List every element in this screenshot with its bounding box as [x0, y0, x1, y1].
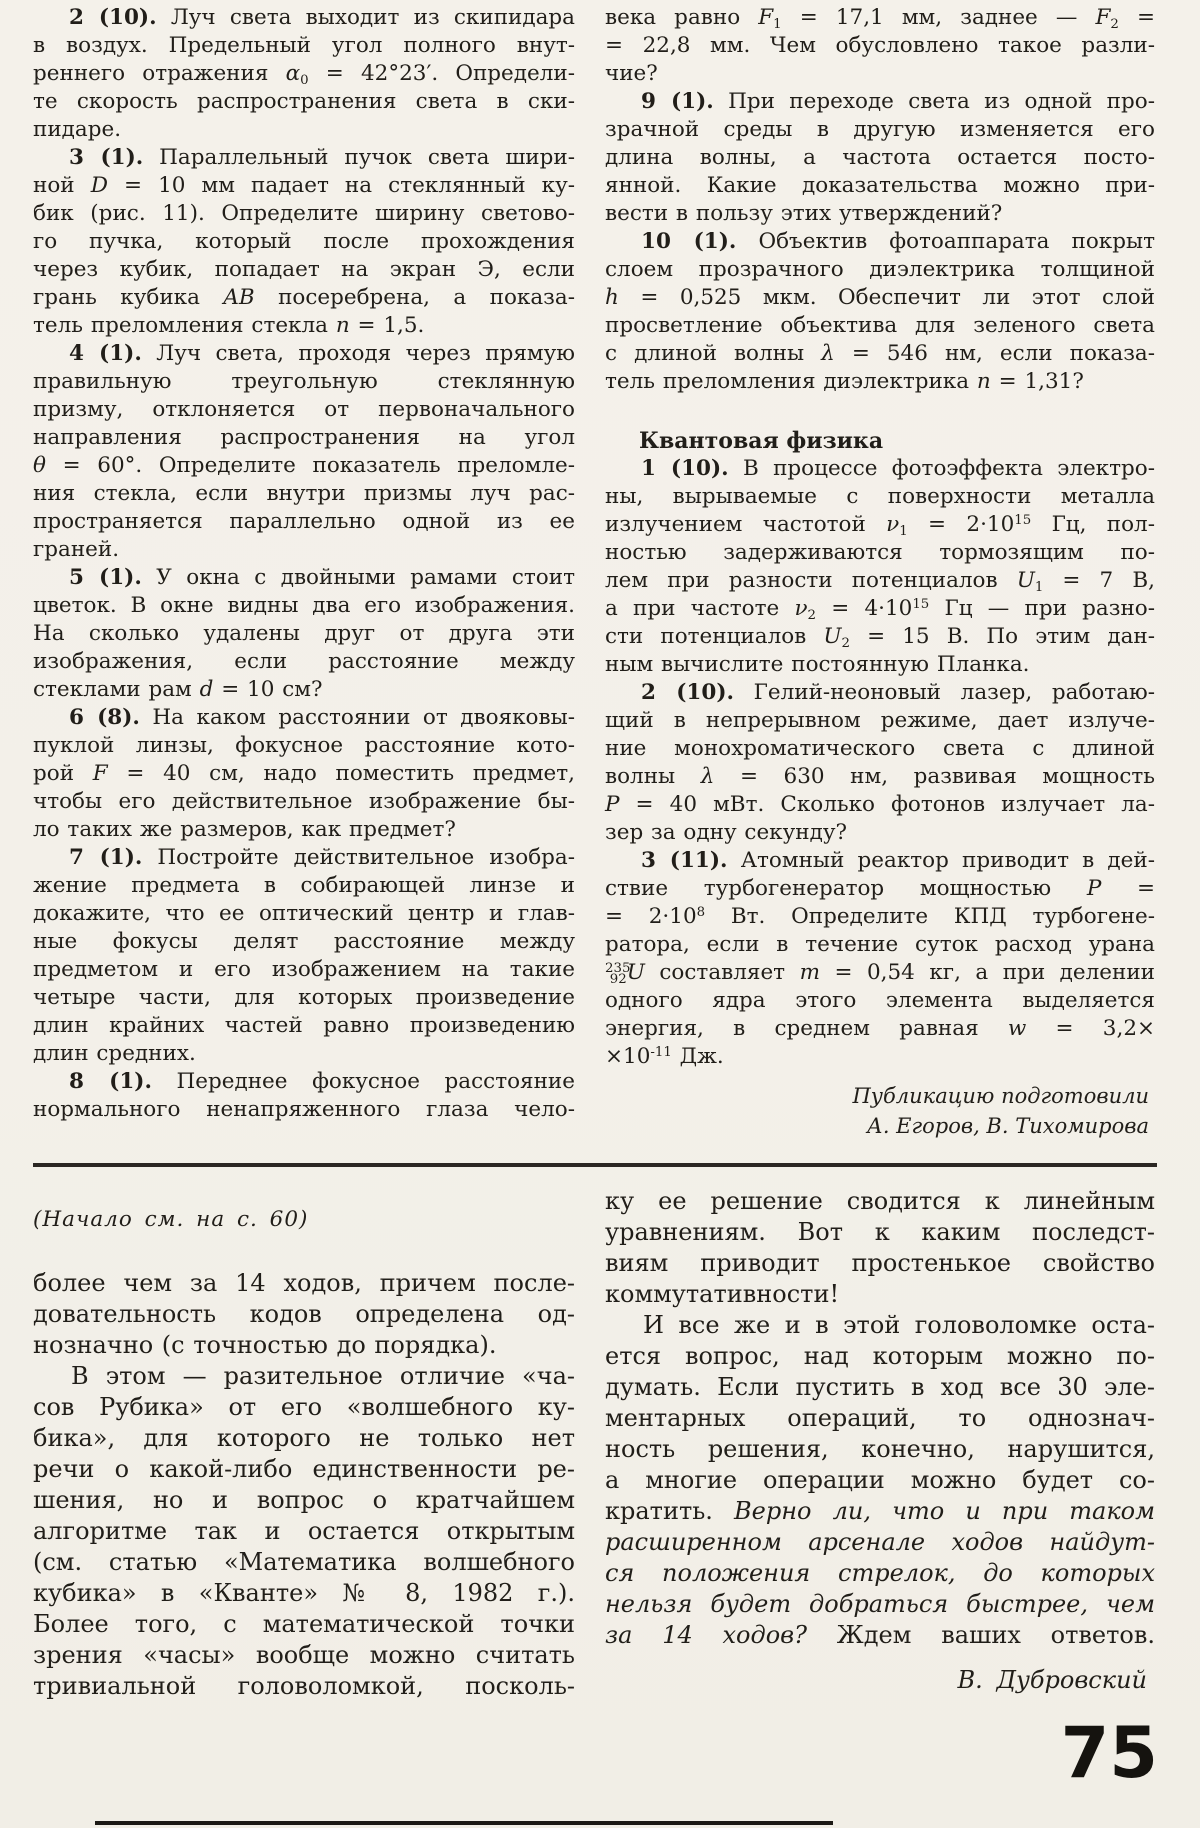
text-line — [605, 707, 1155, 735]
text-segment: стеклами рам d = 10 см? — [33, 677, 323, 702]
text-segment: кратить. — [605, 1497, 735, 1525]
text-line — [33, 536, 575, 564]
text-line — [605, 735, 1155, 763]
text-segment: зер за одну секунду? — [605, 820, 848, 845]
text-segment: через кубик, попадает на экран Э, если — [33, 257, 575, 282]
text-segment: В процессе фотоэффекта электро- — [728, 456, 1155, 481]
text-segment: алгоритме так и остается открытым — [33, 1517, 575, 1545]
text-line — [605, 228, 1155, 256]
text-line — [33, 144, 575, 172]
text-line — [605, 987, 1155, 1015]
text-segment: ментарных операций, то однознач- — [605, 1404, 1155, 1432]
text-segment: На сколько удалены друг от друга эти — [33, 621, 575, 646]
text-line — [33, 704, 575, 732]
text-segment: граней. — [33, 537, 120, 562]
text-segment: Объектив фотоаппарата покрыт — [736, 229, 1155, 254]
text-segment: вести в пользу этих утверждений? — [605, 201, 1003, 226]
text-segment: те скорость распространения света в ски- — [33, 89, 575, 114]
text-segment: = $2\cdot 10^8$ Вт. Определите КПД турбогене- — [605, 904, 1155, 929]
problem-number: 1 (10). — [641, 456, 729, 481]
text-line — [33, 32, 575, 60]
text-segment: сов Рубика» от его «волшебного ку- — [33, 1393, 575, 1421]
text-segment: θ = 60°. Определите показатель преломле- — [33, 453, 575, 478]
text-segment: тривиальной головоломкой, посколь- — [33, 1672, 575, 1700]
text-line — [33, 816, 575, 844]
text-line — [33, 648, 575, 676]
text-segment: четыре части, для которых произведение — [33, 985, 575, 1010]
text-line — [33, 424, 575, 452]
text-line — [33, 1516, 575, 1547]
text-line — [33, 1040, 575, 1068]
text-line — [605, 1465, 1155, 1496]
text-line — [33, 788, 575, 816]
text-line — [605, 32, 1155, 60]
credits-line: Публикацию подготовили — [852, 1084, 1149, 1108]
text-line — [33, 732, 575, 760]
text-segment: призму, отклоняется от первоначального — [33, 397, 575, 422]
text-segment: уравнениям. Вот к каким последст- — [605, 1218, 1155, 1246]
text-line — [33, 900, 575, 928]
text-segment: ностью задерживаются тормозящим по- — [605, 540, 1155, 565]
text-line — [33, 956, 575, 984]
text-line — [605, 1589, 1155, 1620]
text-line — [605, 144, 1155, 172]
text-segment: ратора, если в течение суток расход урана — [605, 932, 1155, 957]
text-segment: В этом — разительное отличие «ча- — [71, 1362, 575, 1390]
text-segment: бик (рис. 11). Определите ширину светово- — [33, 201, 575, 226]
text-line — [605, 567, 1155, 595]
text-line — [33, 1299, 575, 1330]
text-line — [605, 88, 1155, 116]
text-segment: а при частоте $\nu_2 = 4\cdot 10^{15}$ Гц — при разно- — [605, 596, 1155, 623]
text-line — [33, 1609, 575, 1640]
text-segment: ствие турбогенератор мощностью P = — [605, 876, 1155, 901]
text-segment: с длиной волны λ = 546 нм, если показа- — [605, 341, 1155, 366]
text-line — [33, 340, 575, 368]
text-line — [605, 256, 1155, 284]
problem-number: 9 (1). — [641, 89, 714, 114]
text-segment: тель преломления стекла n = 1,5. — [33, 313, 425, 338]
text-segment: Ждем ваших ответов. — [807, 1621, 1155, 1649]
text-line — [33, 228, 575, 256]
text-line — [605, 819, 1155, 847]
text-line — [605, 1015, 1155, 1043]
text-line — [605, 60, 1155, 88]
text-line — [33, 872, 575, 900]
text-segment: расширенном арсенале ходов найдут- — [605, 1528, 1155, 1556]
text-segment: Верно ли, что и при таком — [734, 1497, 1156, 1525]
text-line — [33, 928, 575, 956]
text-segment: $^{235}_{92}$U составляет m = 0,54 кг, а при делении — [605, 960, 1155, 987]
problems-left-column — [33, 4, 575, 1124]
text-segment: ные фокусы делят расстояние между — [33, 929, 575, 954]
text-line — [605, 1279, 1155, 1310]
text-segment: ся положения стрелок, до которых — [605, 1559, 1155, 1587]
text-segment: длин крайних частей равно произведению — [33, 1013, 575, 1038]
text-line — [33, 4, 575, 32]
text-segment: Параллельный пучок света шири- — [143, 145, 575, 170]
text-segment: P = 40 мВт. Сколько фотонов излучает ла- — [605, 792, 1155, 817]
problems-right-column — [605, 4, 1155, 1141]
text-segment: нельзя будет добраться быстрее, чем — [605, 1590, 1155, 1618]
text-line — [33, 1671, 575, 1702]
text-line — [605, 172, 1155, 200]
text-segment: чие? — [605, 61, 658, 86]
problem-number: 2 (10). — [69, 5, 157, 30]
text-segment: одного ядра этого элемента выделяется — [605, 988, 1155, 1013]
text-segment: янной. Какие доказательства можно при- — [605, 173, 1155, 198]
text-line — [33, 1423, 575, 1454]
problem-number: 5 (1). — [69, 565, 142, 590]
text-line — [33, 564, 575, 592]
text-line — [605, 1620, 1155, 1651]
text-line — [605, 1341, 1155, 1372]
text-line — [33, 256, 575, 284]
text-segment: пуклой линзы, фокусное расстояние кото- — [33, 733, 575, 758]
text-segment: длин средних. — [33, 1041, 196, 1066]
text-segment: волны λ = 630 нм, развивая мощность — [605, 764, 1155, 789]
text-line — [605, 875, 1155, 903]
text-segment: цветок. В окне видны два его изображения. — [33, 593, 575, 618]
text-segment: h = 0,525 мкм. Обеспечит ли этот слой — [605, 285, 1155, 310]
text-segment: реннего отражения $\alpha_0 = 42^\circ 23'$. Определи- — [33, 61, 575, 88]
problem-number: 3 (11). — [641, 848, 728, 873]
text-line — [605, 1558, 1155, 1589]
text-segment: нозначно (с точностью до порядка). — [33, 1331, 497, 1359]
text-line — [605, 539, 1155, 567]
text-segment: ны, вырываемые с поверхности металла — [605, 484, 1155, 509]
author-signature: В. Дубровский — [957, 1666, 1147, 1694]
text-line — [605, 1217, 1155, 1248]
text-line — [33, 452, 575, 480]
text-line — [605, 1372, 1155, 1403]
clock-article-left-column — [33, 1206, 575, 1702]
text-line — [33, 984, 575, 1012]
problem-number: 6 (8). — [69, 705, 140, 730]
text-segment: Переднее фокусное расстояние — [151, 1069, 575, 1094]
text-segment: бика», для которого не только нет — [33, 1424, 575, 1452]
text-line — [605, 931, 1155, 959]
text-line — [605, 847, 1155, 875]
text-segment: У окна с двойными рамами стоит — [141, 565, 575, 590]
text-line — [605, 312, 1155, 340]
text-line — [605, 455, 1155, 483]
text-segment: излучением частотой $\nu_1 = 2\cdot 10^{15}$ Гц, пол- — [605, 512, 1155, 539]
text-segment: века равно $F_1 = 17,1$ мм, заднее — $F_2$ = — [605, 5, 1156, 32]
text-line — [605, 623, 1155, 651]
text-segment: ку ее решение сводится к линейным — [605, 1187, 1155, 1215]
text-line — [605, 1186, 1155, 1217]
text-line — [33, 284, 575, 312]
problems-right-column-quantum — [605, 455, 1155, 1071]
text-line — [33, 676, 575, 704]
text-segment: тель преломления диэлектрика n = 1,31? — [605, 369, 1084, 394]
text-segment: ние монохроматического света с длиной — [605, 736, 1155, 761]
text-segment: Более того, с математической точки — [33, 1610, 575, 1638]
quantum-physics-heading: Квантовая физика — [639, 428, 884, 454]
text-segment: щий в непрерывном режиме, дает излуче- — [605, 708, 1155, 733]
text-line — [605, 368, 1155, 396]
text-segment: грань кубика AB посеребрена, а показа- — [33, 285, 575, 310]
text-line — [605, 1434, 1155, 1465]
text-line — [605, 1403, 1155, 1434]
text-segment: коммутативности! — [605, 1280, 840, 1308]
text-segment: шения, но и вопрос о кратчайшем — [33, 1486, 575, 1514]
text-segment: Постройте действительное изобра- — [142, 845, 575, 870]
text-line — [33, 1547, 575, 1578]
text-segment: слоем прозрачного диэлектрика толщиной — [605, 257, 1155, 282]
text-line — [33, 1096, 575, 1124]
text-line — [33, 200, 575, 228]
text-line — [605, 903, 1155, 931]
text-segment: просветление объектива для зеленого света — [605, 313, 1155, 338]
text-segment: длина волны, а частота остается посто- — [605, 145, 1155, 170]
text-segment: Луч света выходит из скипидара — [156, 5, 576, 30]
text-line — [605, 1496, 1155, 1527]
text-line — [33, 1392, 575, 1423]
problems-right-column-optics — [605, 4, 1155, 396]
text-segment: сти потенциалов $U_2 = 15$ В. По этим дан- — [605, 624, 1155, 651]
problem-number: 4 (1). — [69, 341, 142, 366]
text-line — [605, 959, 1155, 987]
text-segment: лем при разности потенциалов $U_1 = 7$ В, — [605, 568, 1155, 595]
text-line — [33, 1068, 575, 1096]
text-line — [33, 1268, 575, 1299]
text-line — [33, 760, 575, 788]
text-line — [605, 791, 1155, 819]
text-segment: При переходе света из одной про- — [713, 89, 1155, 114]
text-line — [33, 844, 575, 872]
text-line — [605, 284, 1155, 312]
text-segment: ния стекла, если внутри призмы луч рас- — [33, 481, 575, 506]
text-segment: речи о какой-либо единственности ре- — [33, 1455, 575, 1483]
clock-article-right-column — [605, 1186, 1155, 1696]
text-line — [33, 116, 575, 144]
text-line — [605, 651, 1155, 679]
text-line — [33, 480, 575, 508]
text-line — [605, 1248, 1155, 1279]
text-segment: рой F = 40 см, надо поместить предмет, — [33, 761, 576, 786]
text-line — [33, 1361, 575, 1392]
text-line — [605, 116, 1155, 144]
continuation-note: (Начало см. на с. 60) — [33, 1207, 309, 1232]
text-segment: (см. статью «Математика волшебного — [33, 1548, 575, 1576]
text-segment: = 22,8 мм. Чем обусловлено такое разли- — [605, 33, 1155, 58]
text-segment: ным вычислите постоянную Планка. — [605, 652, 1030, 677]
text-segment: пространяется параллельно одной из ее — [33, 509, 575, 534]
text-segment: зрения «часы» вообще можно считать — [33, 1641, 575, 1669]
text-segment: виям приводит простенькое свойство — [605, 1249, 1155, 1277]
text-line — [33, 1640, 575, 1671]
text-segment: Луч света, проходя через прямую — [141, 341, 575, 366]
text-segment: более чем за 14 ходов, причем после- — [33, 1269, 575, 1297]
text-segment: чтобы его действительное изображение бы- — [33, 789, 575, 814]
credits-line: А. Егоров, В. Тихомирова — [866, 1114, 1149, 1138]
text-line — [605, 340, 1155, 368]
text-segment: изображения, если расстояние между — [33, 649, 575, 674]
problem-number: 7 (1). — [69, 845, 143, 870]
text-segment: ной D = 10 мм падает на стеклянный ку- — [33, 173, 575, 198]
text-line — [33, 592, 575, 620]
text-line — [33, 172, 575, 200]
text-segment: го пучка, который после прохождения — [33, 229, 575, 254]
text-segment: в воздух. Предельный угол полного внут- — [33, 33, 575, 58]
text-segment: направления распространения на угол — [33, 425, 575, 450]
text-segment: энергия, в среднем равная w = 3,2× — [605, 1016, 1156, 1041]
section-divider-rule — [33, 1163, 1157, 1167]
text-line — [605, 1043, 1155, 1071]
text-line — [605, 1310, 1155, 1341]
text-line — [605, 595, 1155, 623]
text-line — [605, 483, 1155, 511]
text-segment: $\times 10^{-11}$ Дж. — [605, 1044, 724, 1069]
text-line — [33, 508, 575, 536]
text-line — [33, 1578, 575, 1609]
text-segment: кубика» в «Кванте» № 8, 1982 г.). — [33, 1579, 575, 1607]
problem-number: 2 (10). — [641, 680, 735, 705]
text-segment: Гелий-неоновый лазер, работаю- — [734, 680, 1155, 705]
text-line — [33, 1454, 575, 1485]
text-line — [605, 1527, 1155, 1558]
problem-number: 8 (1). — [69, 1069, 152, 1094]
text-segment: Атомный реактор приводит в дей- — [727, 848, 1155, 873]
text-segment: пидаре. — [33, 117, 122, 142]
text-line — [33, 60, 575, 88]
text-segment: за 14 ходов? — [605, 1621, 808, 1649]
text-segment: жение предмета в собирающей линзе и — [33, 873, 575, 898]
clock-article-right-text — [605, 1186, 1155, 1651]
text-segment: правильную треугольную стеклянную — [33, 369, 575, 394]
text-line — [33, 1330, 575, 1361]
text-line — [33, 312, 575, 340]
text-segment: зрачной среды в другую изменяется его — [605, 117, 1155, 142]
text-line — [33, 368, 575, 396]
text-line — [33, 396, 575, 424]
text-segment: нормального ненапряженного глаза чело- — [33, 1097, 575, 1122]
text-segment: И все же и в этой головоломке оста- — [643, 1311, 1155, 1339]
text-segment: довательность кодов определена од- — [33, 1300, 575, 1328]
text-line — [33, 1485, 575, 1516]
text-line — [33, 1012, 575, 1040]
text-segment: а многие операции можно будет со- — [605, 1466, 1155, 1494]
text-segment: предметом и его изображением на такие — [33, 957, 575, 982]
text-segment: докажите, что ее оптический центр и глав- — [33, 901, 575, 926]
text-line — [605, 679, 1155, 707]
text-segment: ется вопрос, над которым можно по- — [605, 1342, 1155, 1370]
text-segment: На каком расстоянии от двояковы- — [139, 705, 575, 730]
text-segment: ность решения, конечно, нарушится, — [605, 1435, 1155, 1463]
problem-number: 3 (1). — [69, 145, 144, 170]
page-number: 75 — [1060, 1712, 1158, 1794]
page-edge-mark — [95, 1821, 833, 1825]
problem-number: 10 (1). — [641, 229, 737, 254]
clock-article-left-text — [33, 1268, 575, 1702]
text-line — [605, 4, 1155, 32]
text-line — [605, 200, 1155, 228]
text-line — [33, 620, 575, 648]
text-line — [33, 88, 575, 116]
text-line — [605, 511, 1155, 539]
text-line — [605, 763, 1155, 791]
text-segment: ло таких же размеров, как предмет? — [33, 817, 456, 842]
text-segment: думать. Если пустить в ход все 30 эле- — [605, 1373, 1155, 1401]
